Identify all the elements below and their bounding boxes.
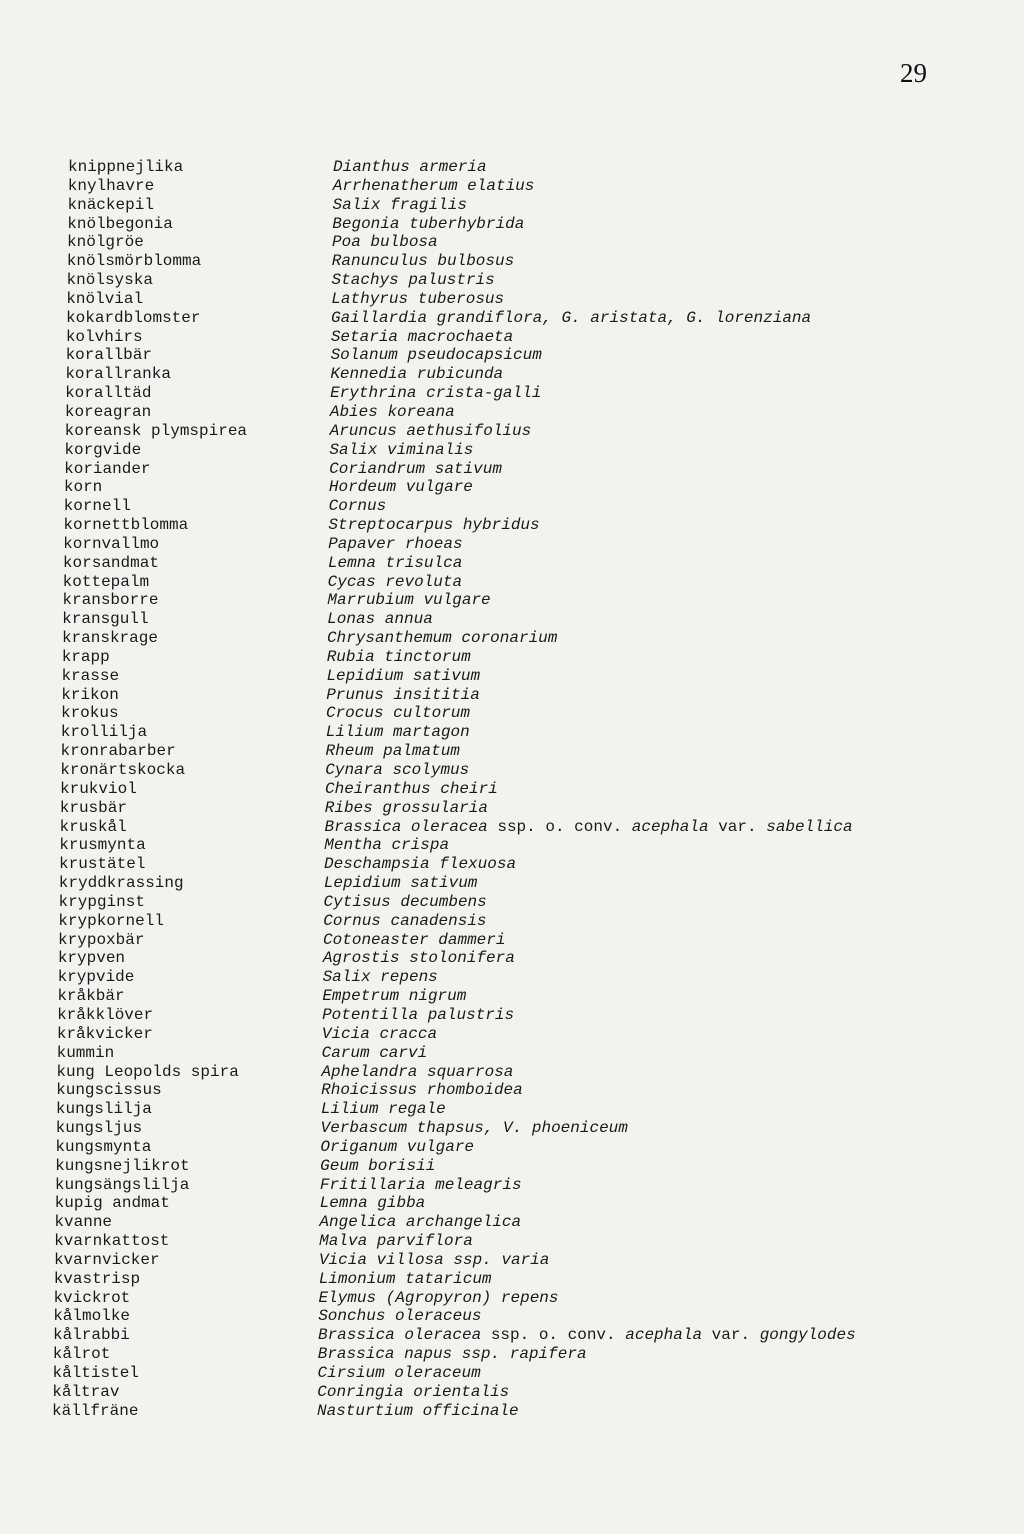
swedish-name: krukviol (60, 779, 137, 798)
latin-name-part: Cytisus decumbens (323, 892, 487, 911)
latin-name (323, 968, 438, 987)
swedish-name: koriander (64, 459, 151, 478)
latin-name (325, 761, 469, 780)
term-row (50, 1345, 1010, 1364)
latin-name (321, 1100, 446, 1119)
latin-name-part: Angelica archangelica (319, 1213, 522, 1232)
latin-name-part: Rheum palmatum (325, 742, 460, 761)
swedish-name: korn (63, 478, 103, 497)
latin-name (330, 384, 541, 403)
latin-name-part: Lemna gibba (319, 1194, 426, 1213)
term-row (50, 554, 1010, 573)
term-row (50, 1006, 1010, 1025)
swedish-name: kvastrisp (53, 1269, 141, 1288)
swedish-name: kvickrot (53, 1288, 131, 1307)
latin-name (321, 1063, 513, 1082)
swedish-name: krypven (57, 949, 126, 968)
latin-name-part: Rubia tinctorum (326, 647, 471, 666)
latin-name-part: Lonas annua (327, 610, 433, 629)
term-row (50, 365, 1010, 384)
latin-name-part: acephala (631, 817, 709, 836)
swedish-name: kransgull (62, 610, 149, 629)
term-row (50, 874, 1010, 893)
term-row (50, 761, 1010, 780)
swedish-name: knölbegonia (67, 214, 173, 233)
term-row (50, 667, 1010, 686)
latin-name (321, 1081, 523, 1100)
term-row (50, 1307, 1010, 1326)
swedish-name: kung Leopolds spira (56, 1062, 239, 1081)
latin-name-part: Abies koreana (329, 402, 455, 421)
latin-name-part: Aruncus aethusifolius (329, 421, 532, 440)
latin-name-part: Agrostis stolonifera (322, 949, 515, 968)
latin-name (322, 1025, 437, 1044)
latin-name-part: ssp. o. conv. (497, 817, 623, 836)
swedish-name: kungsnejlikrot (55, 1156, 190, 1175)
swedish-name: krasse (61, 666, 120, 685)
latin-name (322, 1006, 514, 1025)
latin-name (325, 799, 488, 818)
term-list (50, 158, 1010, 1421)
latin-name-part: Crocus cultorum (325, 704, 470, 723)
latin-name-part: acephala (625, 1326, 703, 1345)
latin-name-part: Begonia tuberhybrida (332, 214, 525, 233)
latin-name-part: Sonchus oleraceus (318, 1307, 482, 1326)
latin-name-part: ssp. o. conv. (490, 1326, 616, 1345)
latin-name (322, 987, 466, 1006)
latin-name (333, 196, 467, 215)
latin-name (326, 723, 470, 742)
latin-name (326, 667, 480, 686)
term-row (50, 742, 1010, 761)
term-row (50, 723, 1010, 742)
latin-name (327, 591, 490, 610)
term-row (50, 346, 1010, 365)
term-row (50, 1081, 1010, 1100)
latin-name (330, 403, 455, 422)
latin-name-part: sabellica (766, 817, 853, 836)
latin-name (325, 780, 498, 799)
term-row (50, 1176, 1010, 1195)
term-row (50, 309, 1010, 328)
latin-name (323, 931, 505, 950)
latin-name (332, 252, 514, 271)
swedish-name: kronrabarber (60, 742, 176, 761)
latin-name-part: Lemna trisulca (327, 553, 463, 572)
latin-name-part: Carum carvi (321, 1043, 428, 1062)
term-row (50, 686, 1010, 705)
latin-name (332, 215, 524, 234)
swedish-name: krollilja (60, 723, 148, 742)
latin-name-part: Lepidium sativum (323, 874, 478, 893)
latin-name (326, 686, 480, 705)
term-row (50, 196, 1010, 215)
term-row (50, 912, 1010, 931)
term-row (50, 1326, 1010, 1345)
latin-name (321, 1119, 628, 1138)
latin-name-part: Lilium martagon (325, 723, 470, 742)
term-row (50, 1213, 1010, 1232)
swedish-name: kåltrav (52, 1382, 120, 1401)
latin-name-part: Dianthus armeria (333, 158, 487, 176)
term-row (50, 780, 1010, 799)
latin-name-part: Geum borisii (320, 1156, 436, 1175)
latin-name (327, 629, 557, 648)
latin-name-part: Empetrum nigrum (322, 987, 467, 1006)
swedish-name: kvarnkattost (54, 1232, 170, 1251)
latin-name (319, 1232, 473, 1251)
swedish-name: knölvial (66, 289, 144, 308)
swedish-name: kåltistel (52, 1364, 139, 1382)
swedish-name: kolvhirs (65, 327, 143, 346)
latin-name (333, 177, 535, 196)
swedish-name: knippnejlika (68, 158, 184, 176)
term-row (50, 648, 1010, 667)
swedish-name: kornell (63, 497, 131, 516)
latin-name-part: Kennedia rubicunda (330, 365, 504, 384)
term-row (50, 271, 1010, 290)
term-row (50, 158, 1010, 177)
latin-name (319, 1251, 549, 1270)
latin-name (320, 1138, 474, 1157)
latin-name-part: Lepidium sativum (326, 666, 481, 685)
swedish-name: korgvide (64, 440, 142, 459)
term-row (50, 1232, 1010, 1251)
latin-name-part: Salix viminalis (329, 440, 474, 459)
swedish-name: kålrot (52, 1345, 111, 1364)
swedish-name: korallranka (65, 365, 171, 384)
swedish-name: knäckepil (67, 195, 154, 214)
latin-name (327, 648, 471, 667)
term-row (50, 1157, 1010, 1176)
latin-name-part: Poa bulbosa (332, 233, 438, 252)
term-row (50, 1364, 1010, 1383)
swedish-name: knylhavre (67, 176, 155, 195)
swedish-name: kransborre (62, 591, 159, 610)
latin-name-part: Vicia villosa ssp. varia (318, 1250, 550, 1269)
latin-name (322, 1044, 428, 1063)
swedish-name: krapp (61, 647, 110, 666)
latin-name-part: Stachys palustris (331, 271, 495, 290)
term-row (50, 1100, 1010, 1119)
latin-name (318, 1326, 856, 1345)
term-row (50, 931, 1010, 950)
latin-name-part: Gaillardia grandiflora, G. aristata, G. lorenziana (331, 308, 812, 327)
term-row (50, 704, 1010, 723)
latin-name (331, 346, 542, 365)
latin-name-part: Setaria macrochaeta (330, 327, 514, 346)
swedish-name: krustätel (59, 855, 146, 874)
latin-name (331, 309, 811, 328)
term-row (50, 629, 1010, 648)
latin-name-part: gongylodes (759, 1326, 856, 1345)
term-row (50, 290, 1010, 309)
latin-name (317, 1364, 480, 1383)
swedish-name: källfräne (52, 1401, 139, 1420)
swedish-name: kålrabbi (52, 1326, 130, 1345)
latin-name-part: Solanum pseudocapsicum (330, 346, 542, 365)
swedish-name: kråkklöver (57, 1005, 154, 1024)
latin-name-part: Potentilla palustris (322, 1005, 515, 1024)
term-row (50, 987, 1010, 1006)
swedish-name: koralltäd (65, 384, 152, 403)
latin-name-part: Ranunculus bulbosus (331, 252, 515, 271)
latin-name (329, 441, 473, 460)
swedish-name: kruskål (59, 817, 127, 836)
swedish-name: krypkornell (58, 911, 164, 930)
latin-name-part: Fritillaria meleagris (319, 1175, 522, 1194)
term-row (50, 968, 1010, 987)
swedish-name: koreagran (64, 402, 152, 421)
term-row (50, 460, 1010, 479)
term-row (50, 384, 1010, 403)
swedish-name: kålmolke (53, 1307, 131, 1326)
latin-name (327, 610, 433, 629)
term-row (50, 1194, 1010, 1213)
term-row (50, 949, 1010, 968)
term-row (50, 1063, 1010, 1082)
latin-name-part: Streptocarpus hybridus (328, 516, 540, 535)
latin-name-part: Brassica oleracea (324, 817, 488, 836)
latin-name (331, 290, 504, 309)
swedish-name: kottepalm (62, 572, 150, 591)
latin-name (318, 1289, 558, 1308)
latin-name (328, 535, 462, 554)
term-row (50, 818, 1010, 837)
latin-name-part: var. (718, 817, 757, 836)
latin-name-part: Origanum vulgare (320, 1137, 475, 1156)
latin-name (330, 422, 532, 441)
latin-name-part: Chrysanthemum coronarium (326, 629, 558, 648)
swedish-name: kokardblomster (66, 308, 201, 327)
swedish-name: krikon (61, 685, 119, 704)
latin-name-part: Cotoneaster dammeri (323, 930, 506, 949)
latin-name-part: Salix repens (322, 968, 438, 987)
latin-name-part: Vicia cracca (321, 1024, 438, 1043)
term-row (50, 441, 1010, 460)
term-row (50, 836, 1010, 855)
term-row (50, 1044, 1010, 1063)
page-number: 29 (900, 58, 927, 88)
term-row (50, 233, 1010, 252)
latin-name (324, 893, 487, 912)
latin-name-part: Cheiranthus cheiri (325, 779, 498, 798)
swedish-name: knölsmörblomma (66, 252, 202, 271)
term-row (50, 1289, 1010, 1308)
swedish-name: krypginst (58, 892, 145, 911)
latin-name-part: Cornus (328, 497, 387, 516)
swedish-name: krusbär (59, 798, 127, 817)
term-row (50, 177, 1010, 196)
latin-name (323, 949, 515, 968)
latin-name-part: Marrubium vulgare (327, 591, 491, 610)
swedish-name: korallbär (65, 346, 152, 365)
swedish-name: korsandmat (62, 553, 159, 572)
latin-name-part: Nasturtium officinale (317, 1401, 519, 1420)
latin-name (329, 460, 502, 479)
latin-name-part: Papaver rhoeas (328, 534, 463, 553)
latin-name (319, 1270, 492, 1289)
term-row (50, 610, 1010, 629)
swedish-name: kornettblomma (63, 516, 189, 535)
term-row (50, 422, 1010, 441)
latin-name-part: Mentha crispa (324, 836, 450, 855)
swedish-name: krypoxbär (58, 930, 145, 949)
latin-name-part: Aphelandra squarrosa (321, 1062, 514, 1081)
term-row (50, 478, 1010, 497)
latin-name-part: Lathyrus tuberosus (331, 289, 505, 308)
term-row (50, 497, 1010, 516)
term-row (50, 855, 1010, 874)
swedish-name: knölgröe (67, 233, 144, 252)
swedish-name: krokus (60, 704, 119, 723)
latin-name-part: Coriandrum sativum (329, 459, 502, 478)
latin-name-part: Conringia orientalis (317, 1382, 510, 1401)
term-row (50, 1383, 1010, 1402)
latin-name (317, 1402, 519, 1421)
swedish-name: koreansk plymspirea (64, 421, 248, 440)
latin-name (331, 328, 513, 347)
term-row (50, 1119, 1010, 1138)
latin-name-part: Hordeum vulgare (328, 478, 473, 497)
latin-name (332, 233, 438, 252)
swedish-name: kryddkrassing (58, 874, 184, 893)
term-row (50, 328, 1010, 347)
term-row (50, 591, 1010, 610)
swedish-name: kornvallmo (63, 534, 160, 553)
latin-name-part: Cornus canadensis (323, 911, 487, 930)
latin-name-part: Brassica napus ssp. rapifera (317, 1345, 587, 1364)
swedish-name: kungslilja (55, 1100, 152, 1119)
swedish-name: krypvide (57, 968, 135, 987)
term-row (50, 516, 1010, 535)
latin-name (328, 554, 462, 573)
latin-name-part: Elymus (Agropyron) repens (318, 1288, 559, 1307)
latin-name (326, 704, 470, 723)
latin-name (325, 818, 853, 837)
term-row (50, 1402, 1010, 1421)
latin-name (328, 516, 539, 535)
latin-name-part: Cycas revoluta (327, 572, 463, 591)
term-row (50, 1251, 1010, 1270)
swedish-name: kungscissus (56, 1081, 162, 1100)
swedish-name: kungsmynta (55, 1137, 152, 1156)
term-row (50, 535, 1010, 554)
latin-name-part: Prunus insititia (326, 685, 480, 704)
swedish-name: kråkbär (57, 987, 125, 1006)
swedish-name: kvarnvicker (53, 1250, 160, 1269)
latin-name (319, 1213, 521, 1232)
latin-name-part: Verbascum thapsus, V. phoeniceum (320, 1119, 628, 1138)
latin-name (324, 874, 478, 893)
latin-name-part: Deschampsia flexuosa (324, 855, 517, 874)
term-row (50, 1138, 1010, 1157)
term-row (50, 403, 1010, 422)
latin-name (320, 1194, 426, 1213)
latin-name (318, 1307, 481, 1326)
swedish-name: kronärtskocka (60, 761, 186, 779)
latin-name (320, 1157, 435, 1176)
latin-name (330, 365, 503, 384)
latin-name (328, 573, 462, 592)
latin-name (333, 158, 487, 177)
latin-name-part: Lilium regale (320, 1100, 446, 1119)
latin-name (325, 742, 459, 761)
swedish-name: krusmynta (59, 836, 146, 855)
latin-name-part: Cynara scolymus (325, 761, 470, 779)
latin-name-part: Rhoicissus rhomboidea (321, 1081, 523, 1100)
latin-name-part: Ribes grossularia (324, 798, 488, 817)
latin-name (324, 855, 516, 874)
latin-name-part: Salix fragilis (332, 195, 467, 214)
swedish-name: kummin (56, 1043, 115, 1062)
latin-name-part: Erythrina crista-galli (330, 384, 542, 403)
latin-name-part: Malva parviflora (319, 1232, 473, 1251)
latin-name (318, 1345, 587, 1364)
term-row (50, 215, 1010, 234)
term-row (50, 1025, 1010, 1044)
latin-name (317, 1383, 509, 1402)
latin-name-part: Brassica oleracea (317, 1326, 482, 1345)
term-row (50, 252, 1010, 271)
swedish-name: kupig andmat (54, 1194, 170, 1213)
term-row (50, 1270, 1010, 1289)
latin-name-part: Limonium tataricum (318, 1269, 492, 1288)
latin-name (332, 271, 495, 290)
term-row (50, 893, 1010, 912)
swedish-name: kungsängslilja (54, 1175, 190, 1194)
term-row (50, 799, 1010, 818)
swedish-name: kvanne (54, 1213, 113, 1232)
latin-name (329, 478, 473, 497)
latin-name (324, 836, 449, 855)
latin-name (320, 1176, 522, 1195)
swedish-name: kranskrage (61, 629, 158, 648)
swedish-name: kungsljus (55, 1119, 143, 1138)
latin-name-part: var. (711, 1326, 751, 1345)
latin-name-part: Arrhenatherum elatius (332, 176, 535, 195)
latin-name-part: Cirsium oleraceum (317, 1364, 481, 1382)
swedish-name: kråkvicker (56, 1024, 153, 1043)
latin-name (329, 497, 387, 516)
term-row (50, 573, 1010, 592)
latin-name (323, 912, 486, 931)
swedish-name: knölsyska (66, 271, 153, 290)
